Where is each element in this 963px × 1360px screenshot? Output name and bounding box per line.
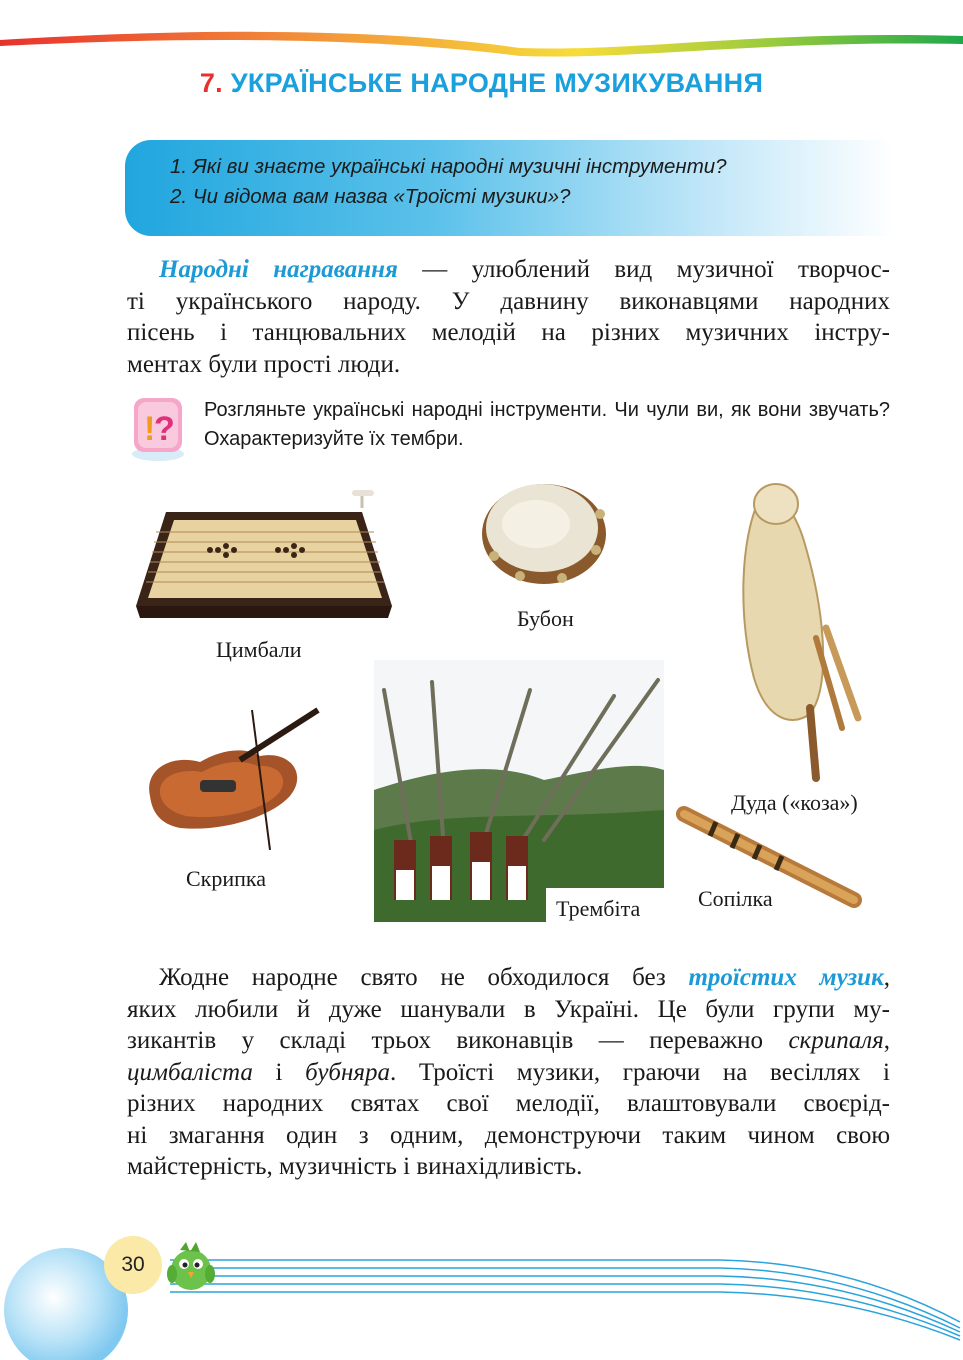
task-text: Розгляньте українські народні інструменти. Чи чули ви, як вони звучать? Охарактеризуйте їх тембри. — [204, 399, 890, 450]
chapter-number: 7. — [199, 68, 223, 98]
skrypka-image — [140, 700, 330, 850]
caption-tsymbaly: Цимбали — [216, 637, 302, 662]
bubon-image — [472, 470, 612, 590]
svg-text:?: ? — [154, 410, 175, 448]
troisti-paragraph — [127, 962, 890, 1183]
p2-line1a: Жодне народне свято не обходилося без — [159, 964, 689, 991]
intro-line1: — улюблений вид музичної творчос- — [397, 256, 890, 283]
p2-line3-italic: скрипаля — [788, 1027, 884, 1054]
intro-line4: ментах були прості люди. — [127, 350, 401, 378]
question-2: 2. Чи відома вам назва «Троїсті музики»? — [170, 185, 571, 208]
p2-line1b: , — [883, 964, 890, 991]
caption-bubon: Бубон — [517, 606, 574, 631]
caption-trembita: Трембіта — [556, 896, 641, 921]
intro-paragraph — [127, 254, 890, 380]
p2-line6: ні змагання один з одним, демонструючи таким чином свою — [127, 1121, 890, 1149]
p2-line3b: , — [883, 1027, 890, 1054]
caption-duda: Дуда («коза») — [731, 790, 858, 815]
p2-line3a: зикантів у складі трьох виконавців — переважно — [127, 1027, 789, 1054]
tsymbaly-image — [126, 488, 396, 628]
top-rainbow-stripe — [0, 0, 963, 60]
duda-image — [730, 478, 870, 783]
p2-line2: яких любили й дуже шанували в Україні. Це були групи му- — [127, 995, 890, 1023]
p2-highlight: троїстих музик — [688, 964, 884, 991]
p2-line4b: . Троїсті музики, граючи на весіллях і — [390, 1058, 890, 1086]
p2-line4a: і — [252, 1058, 306, 1086]
caption-sopilka: Сопілка — [698, 886, 773, 911]
page-number: 30 — [104, 1236, 162, 1294]
p2-line7: майстерність, музичність і винахідливість. — [127, 1153, 583, 1180]
intro-line2: ті українського народу. У давнину виконавцями народних — [127, 287, 890, 315]
caption-skrypka: Скрипка — [186, 866, 267, 891]
intro-line3: пісень і танцювальних мелодій на різних музичних інстру- — [127, 319, 890, 346]
green-bird-icon — [166, 1238, 216, 1294]
p2-line4-italic2: бубняра — [305, 1058, 391, 1086]
svg-text:!: ! — [144, 410, 156, 448]
question-exclamation-icon — [124, 390, 190, 464]
intro-highlight: Народні награвання — [159, 256, 398, 283]
trembita-image — [374, 660, 664, 922]
question-1: 1. Які ви знаєте українські народні музичні інструменти? — [170, 155, 727, 178]
page-title — [0, 68, 963, 99]
chapter-title: УКРАЇНСЬКЕ НАРОДНЕ МУЗИКУВАННЯ — [230, 68, 764, 98]
p2-line5: різних народних святах свої мелодії, влаштовували своєрід- — [127, 1090, 890, 1117]
p2-line4-italic1: цимбаліста — [127, 1058, 253, 1086]
